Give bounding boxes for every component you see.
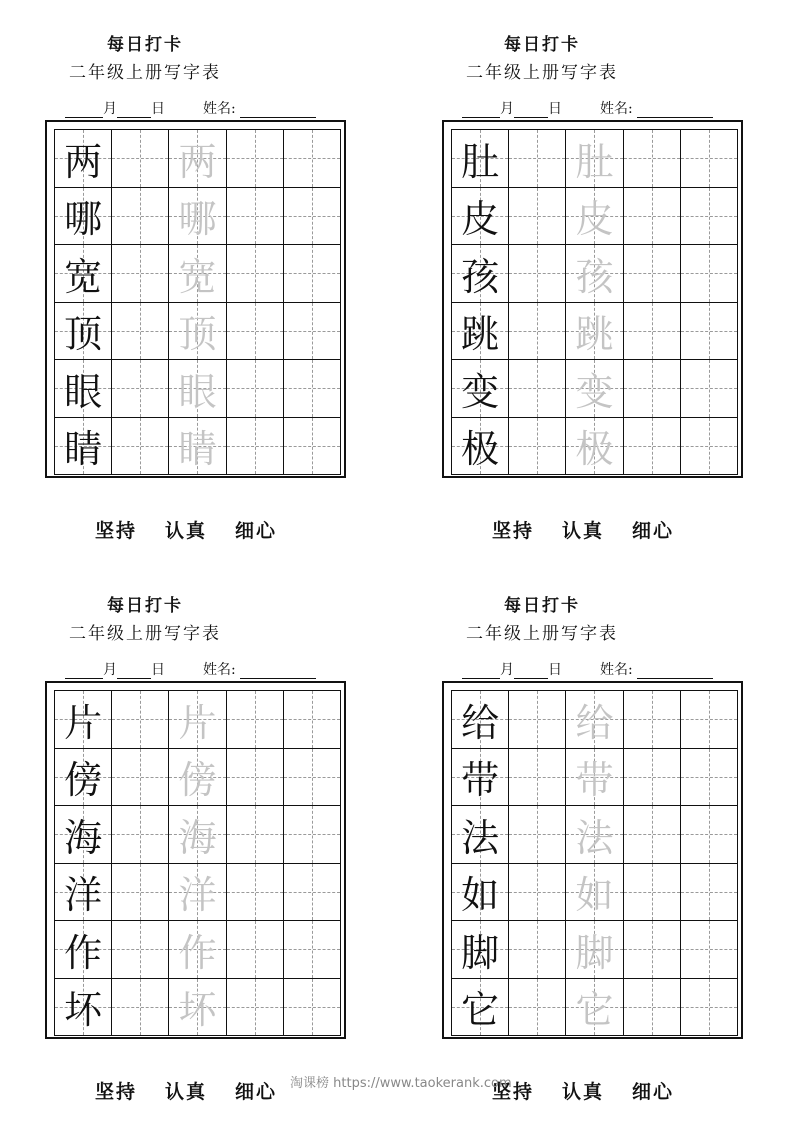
trace-character: 它: [575, 988, 614, 1033]
grid-cell[interactable]: [624, 806, 681, 864]
grid-cell[interactable]: [112, 979, 169, 1037]
trace-character: 顶: [178, 312, 217, 357]
grid-cell: [55, 130, 112, 188]
grid-cell: [169, 921, 226, 979]
grid-cell[interactable]: [509, 921, 566, 979]
month-blank[interactable]: [462, 664, 500, 679]
grid-cell[interactable]: [681, 921, 738, 979]
trace-character: 肚: [575, 139, 614, 184]
grid-cell: [452, 979, 509, 1037]
motto-line: [492, 516, 702, 543]
day-label: 日: [151, 662, 165, 678]
motto-word: 细心: [632, 1081, 675, 1103]
card-title: 每日打卡: [107, 35, 183, 55]
grid-cell[interactable]: [624, 188, 681, 246]
trace-character: 极: [575, 427, 614, 472]
month-label: 月: [103, 101, 117, 117]
trace-character: 洋: [178, 873, 217, 918]
grid-cell[interactable]: [509, 188, 566, 246]
grid-cell[interactable]: [681, 245, 738, 303]
day-label: 日: [548, 662, 562, 678]
grid-cell[interactable]: [624, 360, 681, 418]
card: [45, 30, 355, 550]
grid-cell: [566, 303, 623, 361]
card-subtitle: 二年级上册写字表: [69, 624, 221, 644]
grid-cell[interactable]: [284, 749, 341, 807]
grid-cell[interactable]: [112, 130, 169, 188]
trace-character: 跳: [575, 312, 614, 357]
motto-word: 细心: [235, 1081, 278, 1103]
month-blank[interactable]: [462, 103, 500, 118]
name-label: 姓名:: [600, 101, 633, 117]
trace-character: 眼: [178, 369, 217, 414]
model-character: 眼: [64, 369, 103, 414]
motto-word: 认真: [562, 520, 605, 542]
motto-line: [95, 516, 305, 543]
grid-cell[interactable]: [284, 979, 341, 1037]
grid-cell[interactable]: [284, 921, 341, 979]
model-character: 顶: [64, 312, 103, 357]
grid-cell: [55, 245, 112, 303]
grid-cell[interactable]: [624, 921, 681, 979]
month-label: 月: [500, 101, 514, 117]
grid-cell[interactable]: [112, 360, 169, 418]
motto-word: 坚持: [95, 520, 138, 542]
date-name-line: [65, 98, 316, 118]
model-character: 哪: [64, 197, 103, 242]
card-subtitle: 二年级上册写字表: [466, 63, 618, 83]
trace-character: 脚: [575, 930, 614, 975]
trace-character: 片: [178, 700, 217, 745]
trace-character: 法: [575, 815, 614, 860]
writing-grid: [54, 129, 341, 475]
grid-cell[interactable]: [227, 360, 284, 418]
writing-grid-frame: [442, 120, 743, 478]
grid-cell: [452, 303, 509, 361]
grid-cell: [55, 188, 112, 246]
card-title: 每日打卡: [107, 596, 183, 616]
month-label: 月: [500, 662, 514, 678]
grid-cell[interactable]: [284, 806, 341, 864]
grid-cell: [55, 303, 112, 361]
trace-character: 皮: [575, 197, 614, 242]
grid-cell: [566, 245, 623, 303]
grid-cell: [169, 360, 226, 418]
grid-cell[interactable]: [227, 921, 284, 979]
grid-cell[interactable]: [284, 130, 341, 188]
grid-cell: [55, 749, 112, 807]
motto-line: [492, 1077, 702, 1104]
grid-cell[interactable]: [112, 864, 169, 922]
name-blank[interactable]: [240, 664, 316, 679]
grid-cell[interactable]: [509, 691, 566, 749]
grid-cell: [566, 418, 623, 476]
model-character: 如: [461, 873, 500, 918]
grid-cell: [169, 864, 226, 922]
grid-cell: [169, 806, 226, 864]
motto-word: 认真: [562, 1081, 605, 1103]
model-character: 它: [461, 988, 500, 1033]
grid-cell[interactable]: [624, 303, 681, 361]
model-character: 宽: [64, 254, 103, 299]
name-blank[interactable]: [240, 103, 316, 118]
trace-character: 带: [575, 758, 614, 803]
card-subtitle: 二年级上册写字表: [69, 63, 221, 83]
grid-cell: [566, 188, 623, 246]
trace-character: 宽: [178, 254, 217, 299]
motto-word: 坚持: [492, 1081, 535, 1103]
grid-cell[interactable]: [509, 749, 566, 807]
grid-cell[interactable]: [227, 130, 284, 188]
model-character: 给: [461, 700, 500, 745]
model-character: 法: [461, 815, 500, 860]
grid-cell[interactable]: [681, 130, 738, 188]
grid-cell[interactable]: [509, 130, 566, 188]
motto-word: 细心: [235, 520, 278, 542]
grid-cell: [169, 418, 226, 476]
grid-cell[interactable]: [112, 749, 169, 807]
model-character: 睛: [64, 427, 103, 472]
grid-cell: [452, 360, 509, 418]
model-character: 变: [461, 369, 500, 414]
grid-cell: [566, 130, 623, 188]
grid-cell[interactable]: [227, 806, 284, 864]
card-subtitle: 二年级上册写字表: [466, 624, 618, 644]
grid-cell[interactable]: [624, 864, 681, 922]
motto-word: 坚持: [95, 1081, 138, 1103]
grid-cell: [55, 806, 112, 864]
grid-cell: [55, 921, 112, 979]
grid-cell: [169, 130, 226, 188]
grid-cell[interactable]: [112, 245, 169, 303]
grid-cell[interactable]: [509, 418, 566, 476]
day-blank[interactable]: [117, 103, 151, 118]
trace-character: 两: [178, 139, 217, 184]
grid-cell[interactable]: [227, 245, 284, 303]
grid-cell[interactable]: [681, 418, 738, 476]
grid-cell: [452, 418, 509, 476]
grid-cell[interactable]: [112, 303, 169, 361]
motto-word: 认真: [165, 520, 208, 542]
motto-word: 细心: [632, 520, 675, 542]
trace-character: 坏: [178, 988, 217, 1033]
trace-character: 孩: [575, 254, 614, 299]
grid-cell[interactable]: [509, 864, 566, 922]
model-character: 海: [64, 815, 103, 860]
name-blank[interactable]: [637, 664, 713, 679]
date-name-line: [462, 98, 713, 118]
day-blank[interactable]: [514, 103, 548, 118]
grid-cell[interactable]: [624, 130, 681, 188]
grid-cell[interactable]: [624, 979, 681, 1037]
grid-cell[interactable]: [112, 806, 169, 864]
grid-cell[interactable]: [227, 303, 284, 361]
grid-cell[interactable]: [681, 749, 738, 807]
model-character: 作: [64, 930, 103, 975]
grid-cell[interactable]: [509, 806, 566, 864]
grid-cell[interactable]: [227, 188, 284, 246]
grid-cell: [55, 979, 112, 1037]
grid-cell: [566, 360, 623, 418]
month-label: 月: [103, 662, 117, 678]
day-blank[interactable]: [514, 664, 548, 679]
grid-cell[interactable]: [509, 245, 566, 303]
grid-cell: [452, 130, 509, 188]
trace-character: 作: [178, 930, 217, 975]
date-name-line: [462, 659, 713, 679]
model-character: 傍: [64, 758, 103, 803]
grid-cell: [452, 691, 509, 749]
writing-grid: [54, 690, 341, 1036]
day-label: 日: [548, 101, 562, 117]
grid-cell: [169, 691, 226, 749]
model-character: 片: [64, 700, 103, 745]
writing-grid: [451, 129, 738, 475]
grid-cell[interactable]: [681, 864, 738, 922]
grid-cell[interactable]: [681, 360, 738, 418]
trace-character: 海: [178, 815, 217, 860]
grid-cell[interactable]: [624, 245, 681, 303]
date-name-line: [65, 659, 316, 679]
motto-line: [95, 1077, 305, 1104]
trace-character: 给: [575, 700, 614, 745]
model-character: 洋: [64, 873, 103, 918]
grid-cell: [55, 418, 112, 476]
grid-cell[interactable]: [112, 188, 169, 246]
writing-grid: [451, 690, 738, 1036]
writing-grid-frame: [45, 120, 346, 478]
grid-cell: [566, 864, 623, 922]
card: [45, 591, 355, 1111]
trace-character: 傍: [178, 758, 217, 803]
motto-word: 坚持: [492, 520, 535, 542]
grid-cell[interactable]: [284, 360, 341, 418]
day-blank[interactable]: [117, 664, 151, 679]
grid-cell: [169, 979, 226, 1037]
grid-cell[interactable]: [284, 188, 341, 246]
grid-cell: [452, 921, 509, 979]
model-character: 坏: [64, 988, 103, 1033]
watermark: 淘课榜 https://www.taokerank.com: [290, 1076, 512, 1091]
card: [442, 30, 752, 550]
grid-cell: [452, 806, 509, 864]
grid-cell[interactable]: [284, 245, 341, 303]
card: [442, 591, 752, 1111]
grid-cell: [452, 864, 509, 922]
grid-cell: [452, 188, 509, 246]
day-label: 日: [151, 101, 165, 117]
trace-character: 睛: [178, 427, 217, 472]
name-blank[interactable]: [637, 103, 713, 118]
grid-cell[interactable]: [284, 691, 341, 749]
grid-cell: [566, 979, 623, 1037]
month-blank[interactable]: [65, 103, 103, 118]
grid-cell: [55, 360, 112, 418]
model-character: 带: [461, 758, 500, 803]
grid-cell: [55, 691, 112, 749]
card-title: 每日打卡: [504, 596, 580, 616]
model-character: 皮: [461, 197, 500, 242]
grid-cell[interactable]: [509, 360, 566, 418]
motto-word: 认真: [165, 1081, 208, 1103]
name-label: 姓名:: [203, 662, 236, 678]
model-character: 极: [461, 427, 500, 472]
grid-cell[interactable]: [284, 864, 341, 922]
model-character: 肚: [461, 139, 500, 184]
grid-cell[interactable]: [509, 979, 566, 1037]
card-title: 每日打卡: [504, 35, 580, 55]
grid-cell: [169, 188, 226, 246]
grid-cell[interactable]: [112, 691, 169, 749]
grid-cell[interactable]: [227, 749, 284, 807]
name-label: 姓名:: [600, 662, 633, 678]
grid-cell[interactable]: [681, 691, 738, 749]
grid-cell[interactable]: [112, 418, 169, 476]
grid-cell[interactable]: [227, 979, 284, 1037]
grid-cell: [169, 303, 226, 361]
model-character: 两: [64, 139, 103, 184]
trace-character: 哪: [178, 197, 217, 242]
grid-cell: [566, 691, 623, 749]
grid-cell[interactable]: [284, 303, 341, 361]
grid-cell[interactable]: [112, 921, 169, 979]
name-label: 姓名:: [203, 101, 236, 117]
month-blank[interactable]: [65, 664, 103, 679]
grid-cell[interactable]: [227, 864, 284, 922]
grid-cell[interactable]: [681, 979, 738, 1037]
grid-cell[interactable]: [624, 418, 681, 476]
grid-cell[interactable]: [227, 418, 284, 476]
trace-character: 变: [575, 369, 614, 414]
grid-cell: [566, 749, 623, 807]
trace-character: 如: [575, 873, 614, 918]
grid-cell: [566, 921, 623, 979]
grid-cell[interactable]: [624, 691, 681, 749]
writing-grid-frame: [442, 681, 743, 1039]
grid-cell: [55, 864, 112, 922]
model-character: 脚: [461, 930, 500, 975]
grid-cell[interactable]: [227, 691, 284, 749]
grid-cell: [452, 749, 509, 807]
grid-cell: [169, 749, 226, 807]
grid-cell[interactable]: [681, 806, 738, 864]
grid-cell: [169, 245, 226, 303]
grid-cell: [452, 245, 509, 303]
model-character: 跳: [461, 312, 500, 357]
grid-cell[interactable]: [681, 303, 738, 361]
grid-cell[interactable]: [624, 749, 681, 807]
grid-cell[interactable]: [284, 418, 341, 476]
grid-cell[interactable]: [681, 188, 738, 246]
writing-grid-frame: [45, 681, 346, 1039]
grid-cell: [566, 806, 623, 864]
model-character: 孩: [461, 254, 500, 299]
grid-cell[interactable]: [509, 303, 566, 361]
